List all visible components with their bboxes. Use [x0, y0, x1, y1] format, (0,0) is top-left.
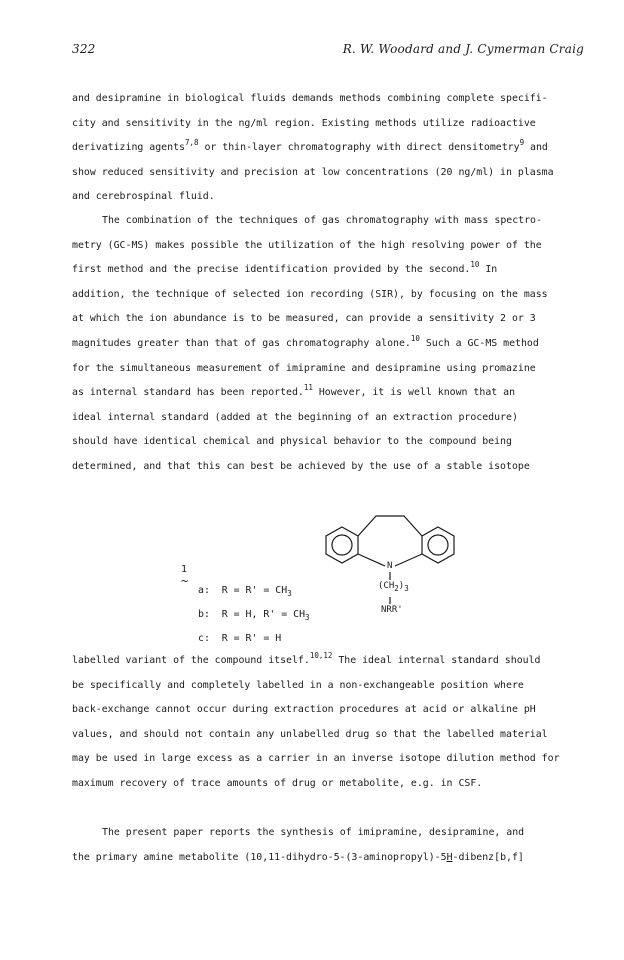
- paragraph-4: [72, 821, 584, 870]
- variant-b: [198, 603, 310, 627]
- subscript: 2: [394, 584, 399, 593]
- citation-superscript: 9: [519, 138, 525, 148]
- text-line: The combination of the techniques of gas chromatography with mass spectro-: [102, 215, 542, 226]
- variant-text: R = R' = H: [221, 633, 282, 644]
- subscript: 3: [287, 589, 292, 598]
- subscript: 3: [305, 613, 310, 622]
- text-line: city and sensitivity in the ng/ml region. Existing methods utilize radioactive: [72, 117, 536, 129]
- text-line: be specifically and completely labelled in a non-exchangeable position where: [72, 679, 524, 691]
- text-line: [72, 846, 584, 871]
- right-aromatic-circle: [428, 535, 448, 555]
- variant-text: R = R' = CH: [221, 585, 288, 596]
- paragraph-1: [72, 87, 584, 210]
- text-run: the primary amine metabolite (10,11-dihydro-5-(3-aminopropyl)-5: [72, 851, 447, 863]
- variant-label: a:: [198, 585, 210, 596]
- text-line: [72, 136, 584, 161]
- text-run: as internal standard has been reported.: [72, 387, 304, 399]
- amine-label: NRR': [381, 605, 403, 615]
- text-line: back-exchange cannot occur during extraction procedures at acid or alkaline pH: [72, 704, 536, 716]
- page-number: 322: [72, 42, 96, 56]
- text-run: labelled variant of the compound itself.: [72, 655, 310, 666]
- paragraph-3: [72, 649, 584, 797]
- text-line: for the simultaneous measurement of imipramine and desipramine using promazine: [72, 362, 536, 374]
- text-line: at which the ion abundance is to be measured, can provide a sensitivity 2 or 3: [72, 313, 536, 325]
- underlined-hydrogen: H: [446, 851, 453, 863]
- text-line: [72, 381, 584, 406]
- text-run: The ideal internal standard should: [332, 655, 541, 666]
- text-line: may be used in large excess as a carrier in an inverse isotope dilution method for: [72, 753, 560, 765]
- text-line: and cerebrospinal fluid.: [72, 191, 215, 203]
- text-run: Such a GC-MS method: [419, 337, 539, 349]
- text-line: maximum recovery of trace amounts of drug or metabolite, e.g. in CSF.: [72, 777, 483, 789]
- text-run: derivatizing agents: [72, 142, 185, 154]
- text-run: and: [524, 142, 548, 154]
- running-header-authors: R. W. Woodard and J. Cymerman Craig: [342, 42, 584, 56]
- text-run: However, it is well known that an: [312, 387, 516, 399]
- left-benzene-ring: [326, 527, 358, 563]
- text-line: [72, 649, 584, 674]
- text-line: addition, the technique of selected ion recording (SIR), by focusing on the mass: [72, 288, 548, 300]
- text-run: magnitudes greater than that of gas chromatography alone.: [72, 337, 411, 349]
- text-line: and desipramine in biological fluids demands methods combining complete specifi-: [72, 93, 548, 104]
- variant-label: c:: [198, 633, 210, 644]
- text-run: or thin-layer chromatography with direct densitometry: [198, 142, 520, 154]
- subscript: 3: [404, 584, 409, 593]
- text-run: (CH: [378, 581, 395, 591]
- text-line: values, and should not contain any unlabelled drug so that the labelled material: [72, 728, 548, 740]
- citation-superscript: 11: [303, 383, 313, 393]
- text-run: In: [479, 264, 498, 276]
- text-line: show reduced sensitivity and precision at low concentrations (20 ng/ml) in plasma: [72, 166, 554, 178]
- text-line: should have identical chemical and physical behavior to the compound being: [72, 436, 512, 448]
- text-line: [72, 332, 584, 357]
- compound-number: 1: [181, 564, 188, 575]
- citation-superscript: 10: [470, 260, 480, 270]
- text-run: ): [398, 581, 405, 591]
- text-run: -dibenz[b,f]: [452, 851, 524, 863]
- text-line: [72, 258, 584, 283]
- text-line: The present paper reports the synthesis of imipramine, desipramine, and: [102, 827, 525, 838]
- text-line: determined, and that this can best be achieved by the use of a stable isotope: [72, 460, 530, 472]
- variant-c: [198, 627, 310, 651]
- citation-superscript: 10: [410, 333, 420, 343]
- dibenzazepine-structure: [312, 500, 472, 650]
- nitrogen-atom-label: N: [387, 561, 393, 571]
- compound-variants: [198, 579, 310, 651]
- text-run: first method and the precise identification provided by the second.: [72, 264, 471, 276]
- paragraph-2: [72, 209, 584, 480]
- variant-a: [198, 579, 310, 603]
- citation-superscript: 10,12: [309, 651, 333, 660]
- text-line: metry (GC-MS) makes possible the utilization of the high resolving power of the: [72, 239, 542, 251]
- text-line: ideal internal standard (added at the beginning of an extraction procedure): [72, 411, 518, 423]
- variant-label: b:: [198, 609, 210, 620]
- left-aromatic-circle: [332, 535, 352, 555]
- propyl-chain-label: [378, 581, 409, 591]
- ethylene-bridge: [358, 516, 422, 536]
- variant-text: R = H, R' = CH: [221, 609, 306, 620]
- citation-superscript: 7,8: [184, 138, 199, 148]
- right-benzene-ring: [422, 527, 454, 563]
- compound-number-underline: ~: [181, 574, 189, 588]
